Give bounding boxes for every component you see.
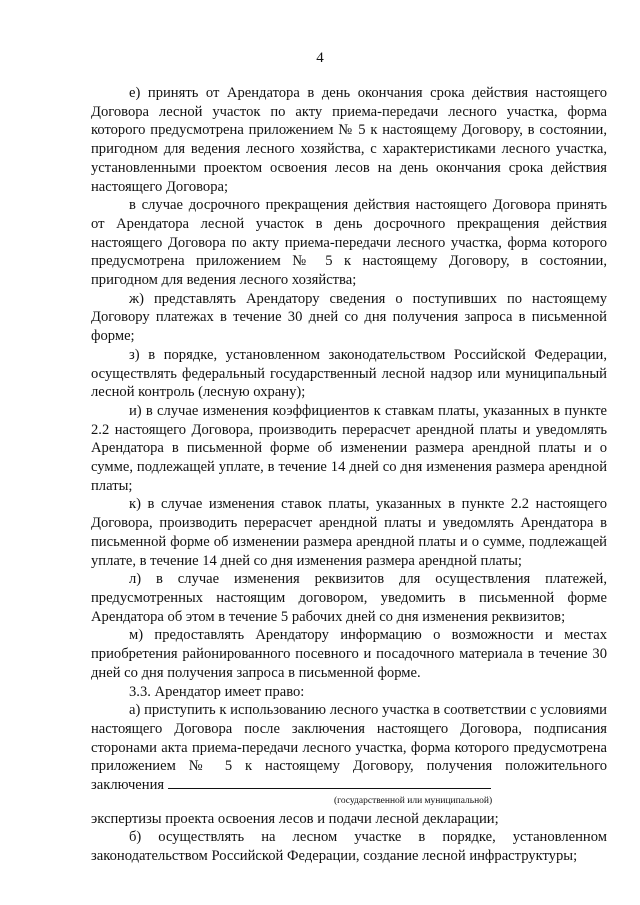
paragraph-l: л) в случае изменения реквизитов для осуществления платежей, предусмотренных настоящим договором, уведомить в письменной форме Арендатора об этом в течение 5 рабочих дней со дня изменения реквизитов; bbox=[91, 571, 607, 625]
paragraph-i: и) в случае изменения коэффициентов к ставкам платы, указанных в пункте 2.2 настоящего Договора, производить перерасчет арендной платы и уведомлять Арендатора в письменной форме об изменении размера арендной платы и о сумме, подлежащей уплате, в течение 14 дней со дня изменения размера арендной платы; bbox=[91, 402, 607, 494]
paragraph-zh: ж) представлять Арендатору сведения о поступивших по настоящему Договору платежах в течение 30 дней со дня получения запроса в письменной форме; bbox=[91, 290, 607, 345]
paragraph-m: м) предоставлять Арендатору информацию о возможности и местах приобретения районированного посевного и посадочного материала в течение 30 дней со дня получения запроса в письменной форме. bbox=[91, 627, 607, 681]
paragraph-a-text: а) приступить к использованию лесного участка в соответствии с условиями настоящего Договора после заключения настоящего Договора, подписания сторонами акта приема-передачи лесного участка, форма которого предусмотрена приложением № 5 к настоящему Договору, получения положительного заключения bbox=[91, 702, 607, 794]
paragraph-z: з) в порядке, установленном законодательством Российской Федерации, осуществлять федеральный государственный лесной надзор или муниципальный лесной контроль (лесную охрану); bbox=[91, 346, 607, 401]
paragraph-e: е) принять от Арендатора в день окончания срока действия настоящего Договора лесной участок по акту приема-передачи лесного участка, форма которого предусмотрена приложением № 5 к настоящему Договору, в состоянии, пригодном для ведения лесного хозяйства, с характеристиками лесного участка, установленными проектом освоения лесов на день окончания срока действия настоящего Договора; bbox=[91, 85, 607, 195]
section-heading-3-3: 3.3. Арендатор имеет право: bbox=[129, 683, 305, 700]
blank-fill-line bbox=[168, 776, 491, 789]
paragraph-a-continuation: экспертизы проекта освоения лесов и подачи лесной декларации; bbox=[91, 810, 499, 827]
paragraph-a bbox=[91, 701, 607, 795]
document-body bbox=[91, 84, 607, 866]
page-number: 4 bbox=[316, 50, 324, 66]
blank-caption: (государственной или муниципальной) bbox=[334, 795, 493, 806]
paragraph-early-termination: в случае досрочного прекращения действия настоящего Договора принять от Арендатора лесной участок в день досрочного прекращения действия настоящего Договора по акту приема-передачи лесного участка, форма которого предусмотрена приложением № 5 к настоящему Договору, в состоянии, пригодном для ведения лесного хозяйства; bbox=[91, 197, 607, 289]
paragraph-k: к) в случае изменения ставок платы, указанных в пункте 2.2 настоящего Договора, производить перерасчет арендной платы и уведомлять Арендатора в письменной форме об изменении размера арендной платы и о сумме, подлежащей уплате, в течение 14 дней со дня изменения размера арендной платы; bbox=[91, 496, 607, 569]
paragraph-b: б) осуществлять на лесном участке в порядке, установленном законодательством Российской Федерации, создание лесной инфраструктуры; bbox=[91, 829, 607, 865]
